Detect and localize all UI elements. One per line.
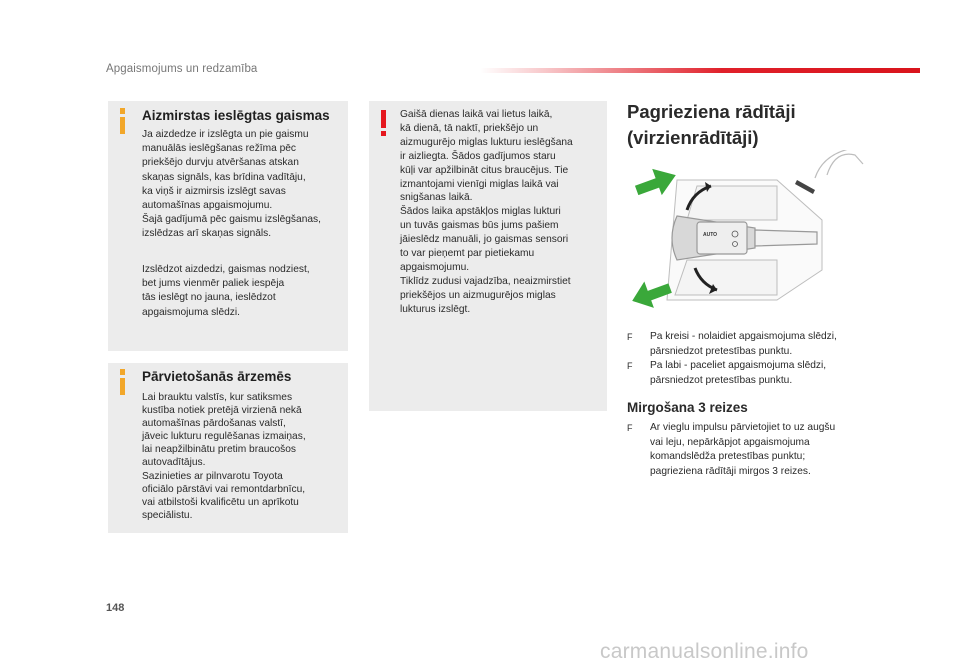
info-box-abroad <box>108 363 348 533</box>
green-arrow-up-icon <box>632 162 681 203</box>
bullet-glyph: F <box>627 423 633 433</box>
box-paragraph: Ja aizdedze ir izslēgta un pie gaismu manuālās ieslēgšanas režīma pēc priekšējo durvju atvēršanas atskan skaņas signāls, kas brīdina vadītāju, ka viņš ir aizmirsis izslēgt savas automašīnas apgaismojumu. Šajā gadījumā pēc gaismu izslēgšanas, izslēdzas arī skaņas signāls. <box>142 129 321 240</box>
list-item-text: Ar vieglu impulsu pārvietojiet to uz augšu vai leju, nepārkāpjot apgaismojuma komandslēdža pretestības punktu; pagrieziena rādītāji mirgos 3 reizes. <box>650 422 836 477</box>
indicator-stalk-illustration <box>627 150 865 320</box>
steering-wheel-icon <box>815 150 863 178</box>
header-accent-line <box>480 68 920 73</box>
page-number: 148 <box>106 602 125 614</box>
box-title: Pārvietošanās ārzemēs <box>142 369 292 384</box>
info-box-lights-reminder <box>108 101 348 351</box>
bullet-glyph: F <box>627 332 633 342</box>
list-item-text: Pa kreisi - nolaidiet apgaismojuma slēdzi, pārsniedzot pretestības punktu. <box>650 331 837 357</box>
section-title: Apgaismojums un redzamība <box>106 63 258 75</box>
stalk-end-icon <box>795 180 815 194</box>
box-paragraph: Gaišā dienas laikā vai lietus laikā, kā dienā, tā naktī, priekšējo un aizmugurējo miglas lukturu ieslēgšana ir aizliegta. Šādos gadījumos staru kūļi var apžilbināt citus braucējus. Tie izmantojami vienīgi miglas laikā vai snigšanas laikā. Šādos laika apstākļos miglas lukturi un tuvās gaismas būs jums pašiem jāieslēdz manuāli, jo gaismas sensori to var pieņemt par pietiekamu apgaismojumu. Tiklīdz zudusi vajadzība, neaizmirstiet priekšējos un aizmugurējos miglas lukturus izslēgt. <box>400 109 573 315</box>
subsection-heading: Mirgošana 3 reizes <box>627 400 748 415</box>
section-heading: Pagrieziena rādītāji (virzienrādītāji) <box>627 101 796 148</box>
watermark: carmanualsonline.info <box>600 640 809 663</box>
bullet-glyph: F <box>627 361 633 371</box>
warning-box-fog-lights <box>369 101 607 411</box>
box-paragraph: Izslēdzot aizdedzi, gaismas nodziest, bet jums vienmēr paliek iespēja tās ieslēgt no jauna, ieslēdzot apgaismojuma slēdzi. <box>142 264 310 318</box>
list-item-text: Pa labi - paceliet apgaismojuma slēdzi, pārsniedzot pretestības punktu. <box>650 360 827 386</box>
box-paragraph: Lai brauktu valstīs, kur satiksmes kustība notiek pretējā virzienā nekā automašīnas pārdošanas valstī, jāveic lukturu regulēšanas izmaiņas, lai neapžilbinātu pretim braucošos autovadītājus. Sazinieties ar pilnvarotu Toyota oficiālo pārstāvi vai remontdarbnīcu, vai atbilstoši kvalificētu un aprīkotu speciālistu. <box>142 392 306 521</box>
stalk-auto-label: AUTO <box>703 232 718 238</box>
green-arrow-down-icon <box>627 274 674 314</box>
box-title: Aizmirstas ieslēgtas gaismas <box>142 108 330 123</box>
